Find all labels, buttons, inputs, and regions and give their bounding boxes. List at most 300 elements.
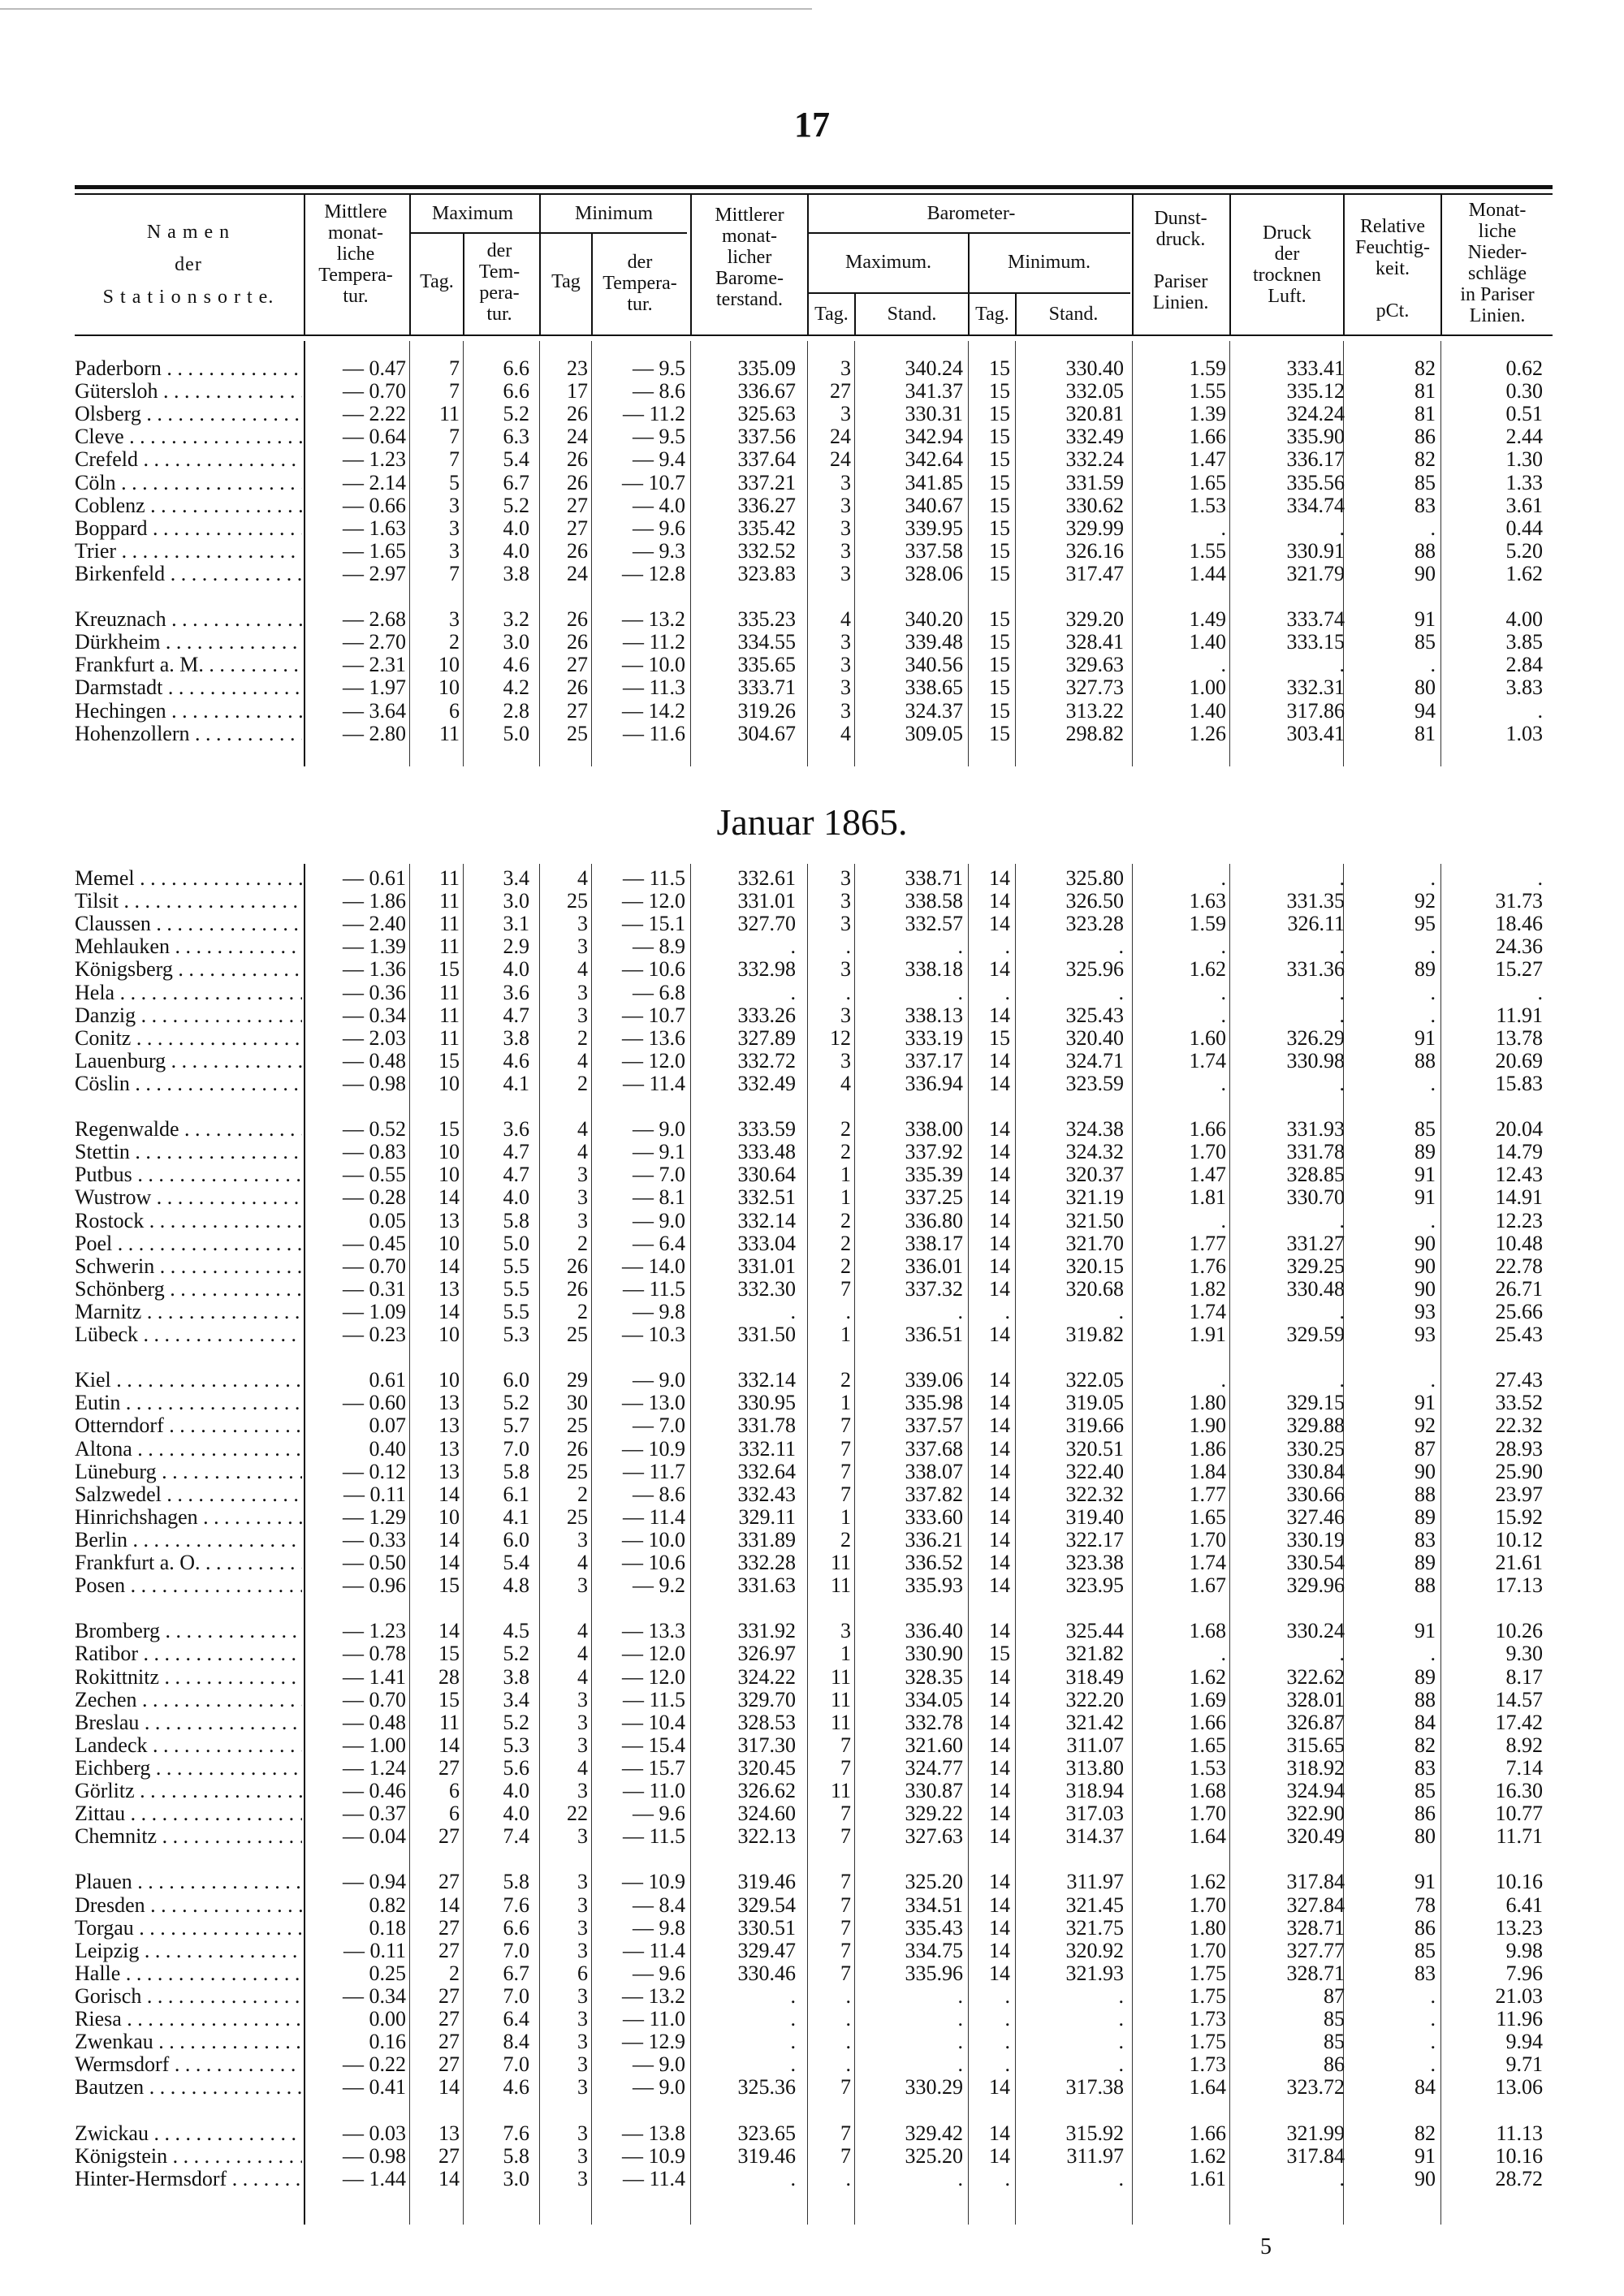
table-cell: — 12.0 <box>622 1664 685 1689</box>
table-cell: . <box>1430 1003 1436 1027</box>
table-cell: 1.77 <box>1189 1482 1226 1506</box>
table-cell: 7 <box>840 1915 851 1940</box>
table-cell: 331.63 <box>737 1573 796 1598</box>
table-cell: 5 <box>449 470 460 494</box>
table-cell: 326.11 <box>1287 912 1345 936</box>
table-cell: 330.62 <box>1065 493 1124 517</box>
table-cell: 15.83 <box>1495 1071 1543 1095</box>
table-cell: 336.94 <box>905 1071 963 1095</box>
station-name-cell: Putbus . . . <box>75 1163 302 1186</box>
table-cell: — 15.7 <box>622 1755 685 1780</box>
table-cell: 24 <box>830 447 851 472</box>
table-cell: 25.90 <box>1495 1459 1543 1483</box>
table-row <box>0 1118 1624 1141</box>
station-name-cell: Hechingen . . . <box>75 700 302 723</box>
table-cell: 11 <box>438 980 460 1004</box>
table-cell: 324.77 <box>905 1755 963 1780</box>
table-cell: 330.40 <box>1065 356 1124 380</box>
table-cell: 13.06 <box>1495 2075 1543 2100</box>
table-cell: 7 <box>840 1961 851 1985</box>
table-cell: 329.54 <box>737 1892 796 1917</box>
station-name-cell: Otterndorf . . . <box>75 1414 302 1437</box>
table-cell: — 9.5 <box>633 356 685 380</box>
table-cell: 24 <box>830 425 851 449</box>
table-cell: 14 <box>438 1619 460 1643</box>
table-cell: 14 <box>438 1527 460 1552</box>
table-cell: 83 <box>1415 1755 1436 1780</box>
table-row <box>0 403 1624 425</box>
table-cell: 2 <box>449 630 460 654</box>
table-cell: 3 <box>840 1619 851 1643</box>
table-cell: 6.41 <box>1505 1892 1543 1917</box>
table-cell: 331.35 <box>1286 889 1345 913</box>
table-cell: 3 <box>840 1003 851 1027</box>
table-cell: 317.38 <box>1065 2075 1124 2100</box>
station-name-cell: Rokittnitz . . . <box>75 1666 302 1689</box>
table-cell: — 0.37 <box>343 1802 406 1826</box>
table-cell: 91 <box>1415 607 1436 632</box>
table-cell: 0.07 <box>369 1413 406 1438</box>
table-cell: — 0.83 <box>343 1140 406 1164</box>
table-cell: 1.53 <box>1189 493 1226 517</box>
table-cell: 1.76 <box>1189 1254 1226 1278</box>
hdr-vrule <box>690 195 692 334</box>
table-cell: 321.19 <box>1065 1185 1124 1210</box>
station-name-cell: Dürkheim . . . <box>75 631 302 654</box>
table-row <box>0 1620 1624 1642</box>
station-name-cell: Torgau . . . <box>75 1917 302 1940</box>
table-row <box>0 676 1624 699</box>
table-row <box>0 1711 1624 1734</box>
table-cell: 14 <box>438 1299 460 1323</box>
table-row <box>0 540 1624 563</box>
table-cell: . <box>957 934 963 959</box>
table-cell: 25 <box>567 889 588 913</box>
hdr-vrule <box>591 234 593 334</box>
table-cell: 1.74 <box>1189 1048 1226 1072</box>
table-cell: 0.30 <box>1505 379 1543 404</box>
table-cell: 89 <box>1415 1664 1436 1689</box>
table-cell: — 15.1 <box>622 912 685 936</box>
table-cell: — 0.70 <box>343 1254 406 1278</box>
table-row <box>0 1734 1624 1757</box>
table-cell: . <box>1430 2007 1436 2031</box>
table-cell: 1.77 <box>1189 1231 1226 1255</box>
table-cell: 5.5 <box>503 1254 529 1278</box>
table-cell: 7 <box>840 1870 851 1894</box>
table-cell: 15 <box>438 1117 460 1142</box>
station-name-cell: Trier . . . <box>75 540 302 563</box>
table-cell: 3 <box>577 1003 588 1027</box>
table-cell: 319.05 <box>1065 1391 1124 1415</box>
table-cell: — 9.8 <box>633 1299 685 1323</box>
table-cell: 15 <box>989 538 1010 563</box>
table-cell: 3.8 <box>503 1664 529 1689</box>
table-cell: 13 <box>438 1459 460 1483</box>
table-cell: 1.66 <box>1189 1710 1226 1734</box>
table-cell: 6.3 <box>503 425 529 449</box>
table-top-rule <box>75 185 1553 189</box>
table-cell: 326.50 <box>1065 889 1124 913</box>
max-min-subrule <box>411 232 687 234</box>
table-cell: 3 <box>577 1185 588 1210</box>
station-name-cell: Wustrow . . . <box>75 1186 302 1209</box>
station-name-cell: Posen . . . <box>75 1574 302 1597</box>
table-cell: . <box>845 2030 851 2054</box>
table-cell: 3 <box>840 866 851 890</box>
table-cell: 23 <box>567 356 588 380</box>
table-cell: 88 <box>1415 1048 1436 1072</box>
table-cell: 26 <box>567 1436 588 1461</box>
table-cell: 14.79 <box>1495 1140 1543 1164</box>
table-cell: 322.20 <box>1065 1687 1124 1711</box>
table-cell: 14 <box>989 866 1010 890</box>
table-cell: 331.36 <box>1286 957 1345 982</box>
table-cell: 26 <box>567 630 588 654</box>
header-precipitation: Monat- liche Nieder- schläge in Pariser Linien. <box>1460 200 1535 326</box>
table-cell: 2 <box>577 1025 588 1050</box>
table-cell: — 0.52 <box>343 1117 406 1142</box>
table-cell: 91 <box>1415 1163 1436 1187</box>
table-cell: 336.67 <box>737 379 796 404</box>
table-cell: . <box>1339 1208 1345 1232</box>
table-cell: 318.49 <box>1065 1664 1124 1689</box>
table-cell: . <box>1430 653 1436 677</box>
station-name-cell: Königstein . . . <box>75 2145 302 2168</box>
table-cell: 334.74 <box>1286 493 1345 517</box>
station-name-cell: Stettin . . . <box>75 1141 302 1163</box>
table-cell: — 0.98 <box>343 1071 406 1095</box>
table-cell: 15 <box>989 653 1010 677</box>
table-cell: 3.6 <box>503 980 529 1004</box>
table-cell: 337.32 <box>905 1276 963 1301</box>
station-name-cell: Frankfurt a. O. . . . <box>75 1552 302 1574</box>
table-cell: 27 <box>830 379 851 404</box>
table-cell: 332.14 <box>737 1368 796 1392</box>
table-cell: 5.6 <box>503 1755 529 1780</box>
table-cell: — 0.03 <box>343 2121 406 2145</box>
table-cell: 336.40 <box>905 1619 963 1643</box>
table-cell: — 7.0 <box>633 1413 685 1438</box>
table-cell: 332.11 <box>738 1436 796 1461</box>
table-cell: — 1.24 <box>343 1755 406 1780</box>
table-cell: 18.46 <box>1495 912 1543 936</box>
table-cell: 3 <box>840 675 851 700</box>
table-cell: 330.70 <box>1286 1185 1345 1210</box>
table-cell: 313.22 <box>1065 698 1124 723</box>
table-cell: . <box>845 1299 851 1323</box>
table-cell: 2 <box>840 1254 851 1278</box>
table-row <box>0 1369 1624 1392</box>
table-cell: 338.65 <box>905 675 963 700</box>
table-cell: — 8.1 <box>633 1185 685 1210</box>
table-cell: 11 <box>438 1003 460 1027</box>
table-cell: — 15.4 <box>622 1733 685 1757</box>
table-cell: 2.44 <box>1505 425 1543 449</box>
table-cell: 6.6 <box>503 1915 529 1940</box>
table-cell: 3 <box>449 607 460 632</box>
table-cell: — 9.0 <box>633 2075 685 2100</box>
table-cell: 15 <box>989 516 1010 540</box>
table-cell: 8.4 <box>503 2030 529 2054</box>
table-cell: 3.0 <box>503 630 529 654</box>
table-cell: — 9.6 <box>633 1802 685 1826</box>
table-cell: 332.24 <box>1065 447 1124 472</box>
table-cell: . <box>1004 2007 1010 2031</box>
table-cell: — 9.3 <box>633 538 685 563</box>
table-cell: — 11.5 <box>622 1824 685 1849</box>
table-cell: 329.99 <box>1065 516 1124 540</box>
table-cell: 328.35 <box>905 1664 963 1689</box>
table-cell: — 0.47 <box>343 356 406 380</box>
table-cell: 4 <box>577 1619 588 1643</box>
table-cell: 0.51 <box>1505 402 1543 426</box>
table-cell: 13 <box>438 1276 460 1301</box>
table-cell: 12.43 <box>1495 1163 1543 1187</box>
table-cell: 92 <box>1415 1413 1436 1438</box>
table-cell: — 1.86 <box>343 889 406 913</box>
table-row <box>0 357 1624 380</box>
table-cell: 5.2 <box>503 402 529 426</box>
table-cell: 7.0 <box>503 1983 529 2008</box>
table-cell: 331.92 <box>737 1619 796 1643</box>
table-cell: 334.05 <box>905 1687 963 1711</box>
table-cell: — 0.78 <box>343 1642 406 1666</box>
table-cell: 336.01 <box>905 1254 963 1278</box>
table-cell: 11.96 <box>1496 2007 1543 2031</box>
header-dry-air-pressure: Druck der trocknen Luft. <box>1253 222 1321 307</box>
table-cell: . <box>1537 866 1543 890</box>
table-cell: 317.03 <box>1065 1802 1124 1826</box>
station-name-cell: Olsberg . . . <box>75 403 302 425</box>
table-cell: 5.8 <box>503 1208 529 1232</box>
table-cell: 332.64 <box>737 1459 796 1483</box>
table-cell: 333.60 <box>905 1504 963 1529</box>
table-cell: 4.6 <box>503 1048 529 1072</box>
table-row <box>0 1894 1624 1917</box>
table-cell: — 0.22 <box>343 2052 406 2077</box>
table-cell: 3 <box>577 2075 588 2100</box>
table-cell: 1.40 <box>1189 698 1226 723</box>
table-cell: 1.70 <box>1189 1527 1226 1552</box>
table-cell: 3 <box>577 912 588 936</box>
table-row <box>0 1050 1624 1072</box>
table-cell: — 6.8 <box>633 980 685 1004</box>
table-cell: 7.6 <box>503 1892 529 1917</box>
table-cell: 14 <box>989 1961 1010 1985</box>
table-cell: 331.93 <box>1286 1117 1345 1142</box>
table-cell: 332.98 <box>737 957 796 982</box>
table-cell: 26 <box>567 607 588 632</box>
table-cell: 330.95 <box>737 1391 796 1415</box>
table-cell: 14 <box>989 1802 1010 1826</box>
station-name-cell: Plauen . . . <box>75 1871 302 1893</box>
station-name-cell: Altona . . . <box>75 1438 302 1461</box>
table-row <box>0 1825 1624 1848</box>
table-cell: 1.55 <box>1189 538 1226 563</box>
table-cell: 10 <box>438 1504 460 1529</box>
table-cell: 5.8 <box>503 1459 529 1483</box>
table-cell: — 1.65 <box>343 538 406 563</box>
table-cell: 1.65 <box>1189 470 1226 494</box>
table-cell: 15 <box>989 561 1010 585</box>
table-cell: 26 <box>567 1254 588 1278</box>
table-cell: 13 <box>438 2121 460 2145</box>
table-row <box>0 935 1624 958</box>
table-cell: 1.39 <box>1189 402 1226 426</box>
table-cell: 7.0 <box>503 2052 529 2077</box>
table-cell: — 13.3 <box>622 1619 685 1643</box>
table-cell: 10.12 <box>1495 1527 1543 1552</box>
header-relative-humidity: Relative Feuchtig- keit. pCt. <box>1355 216 1430 322</box>
table-row <box>0 1095 1624 1118</box>
table-cell: 14 <box>438 1892 460 1917</box>
table-cell: 11 <box>830 1664 851 1689</box>
table-row <box>0 472 1624 494</box>
table-cell: . <box>957 1983 963 2008</box>
table-cell: — 0.98 <box>343 2143 406 2168</box>
table-cell: 27 <box>567 698 588 723</box>
table-cell: 311.07 <box>1066 1733 1124 1757</box>
table-cell: — 10.7 <box>622 1003 685 1027</box>
table-cell: 3 <box>840 698 851 723</box>
table-cell: 81 <box>1415 379 1436 404</box>
table-cell: 14.57 <box>1495 1687 1543 1711</box>
table-cell: 325.43 <box>1065 1003 1124 1027</box>
table-cell: 331.27 <box>1286 1231 1345 1255</box>
table-cell: 25 <box>567 1504 588 1529</box>
table-cell: — 0.11 <box>343 1938 406 1962</box>
table-row <box>0 1278 1624 1301</box>
table-cell: 337.25 <box>905 1185 963 1210</box>
table-cell: 4 <box>577 1140 588 1164</box>
station-name-cell: Memel . . . <box>75 867 302 890</box>
table-cell: 3 <box>577 2007 588 2031</box>
table-cell: 10 <box>438 1231 460 1255</box>
table-cell: 1.86 <box>1189 1436 1226 1461</box>
table-cell: 14 <box>989 1755 1010 1780</box>
table-cell: 27 <box>438 2143 460 2168</box>
table-cell: 84 <box>1415 2075 1436 2100</box>
table-cell: . <box>1004 2030 1010 2054</box>
table-cell: 325.44 <box>1065 1619 1124 1643</box>
table-cell: 338.58 <box>905 889 963 913</box>
table-cell: 327.63 <box>905 1824 963 1849</box>
table-cell: — 10.0 <box>622 653 685 677</box>
table-cell: 91 <box>1415 2143 1436 2168</box>
table-cell: 3 <box>840 356 851 380</box>
table-cell: 332.30 <box>737 1276 796 1301</box>
table-cell: 325.20 <box>905 2143 963 2168</box>
table-cell: 83 <box>1415 1527 1436 1552</box>
table-cell: 27 <box>438 1824 460 1849</box>
table-cell: 4.0 <box>503 516 529 540</box>
table-cell: 328.71 <box>1286 1961 1345 1985</box>
table-cell: 14 <box>989 1733 1010 1757</box>
table-cell: . <box>1339 1071 1345 1095</box>
table-cell: 319.82 <box>1065 1323 1124 1346</box>
table-cell: 88 <box>1415 538 1436 563</box>
table-cell: 15 <box>989 698 1010 723</box>
table-cell: 334.51 <box>905 1892 963 1917</box>
table-cell: — 0.48 <box>343 1710 406 1734</box>
table-cell: 330.29 <box>905 2075 963 2100</box>
table-cell: 26 <box>567 675 588 700</box>
table-cell: — 11.4 <box>622 1938 685 1962</box>
table-cell: 1.65 <box>1189 1504 1226 1529</box>
table-cell: 13.78 <box>1495 1025 1543 1050</box>
table-cell: 1.73 <box>1189 2007 1226 2031</box>
table-cell: 339.95 <box>905 516 963 540</box>
table-cell: 321.75 <box>1065 1915 1124 1940</box>
table-cell: 1.80 <box>1189 1391 1226 1415</box>
station-name-cell: Conitz . . . <box>75 1027 302 1050</box>
table-cell: 321.50 <box>1065 1208 1124 1232</box>
table-cell: 333.71 <box>737 675 796 700</box>
table-cell: — 11.0 <box>622 1779 685 1802</box>
table-cell: 0.18 <box>369 1915 406 1940</box>
hdr-vrule <box>968 234 970 334</box>
table-cell: 336.51 <box>905 1323 963 1346</box>
table-cell: 326.16 <box>1065 538 1124 563</box>
table-cell: — 1.41 <box>343 1664 406 1689</box>
table-cell: . <box>1430 1642 1436 1666</box>
table-cell: 332.57 <box>905 912 963 936</box>
table-cell: 331.89 <box>737 1527 796 1552</box>
table-cell: 4.6 <box>503 653 529 677</box>
table-cell: 1.47 <box>1189 447 1226 472</box>
table-row <box>0 1848 1624 1871</box>
table-cell: — 9.0 <box>633 1208 685 1232</box>
table-row <box>0 1392 1624 1414</box>
table-row <box>0 1597 1624 1620</box>
table-cell: 336.27 <box>737 493 796 517</box>
table-cell: 335.09 <box>737 356 796 380</box>
table-cell: 14 <box>989 1619 1010 1643</box>
table-cell: . <box>1004 2052 1010 2077</box>
station-name-cell: Darmstadt . . . <box>75 676 302 699</box>
table-cell: 4.0 <box>503 1779 529 1802</box>
header-min-day: Tag <box>551 271 581 292</box>
table-cell: 0.25 <box>369 1961 406 1985</box>
table-cell: 333.15 <box>1286 630 1345 654</box>
table-cell: 14 <box>989 1048 1010 1072</box>
table-cell: 320.51 <box>1065 1436 1124 1461</box>
station-name-cell: Leipzig . . . <box>75 1940 302 1962</box>
table-cell: 2 <box>840 1208 851 1232</box>
table-cell: 7 <box>840 1892 851 1917</box>
table-cell: 331.01 <box>737 1254 796 1278</box>
table-cell: — 8.4 <box>633 1892 685 1917</box>
table-cell: 6 <box>449 1802 460 1826</box>
table-cell: 6.0 <box>503 1368 529 1392</box>
table-cell: 2 <box>577 1482 588 1506</box>
table-cell: . <box>1339 1642 1345 1666</box>
table-cell: 0.61 <box>369 1368 406 1392</box>
station-name-cell: Lüneburg . . . <box>75 1461 302 1483</box>
table-cell: — 0.31 <box>343 1276 406 1301</box>
table-cell: 7 <box>840 1755 851 1780</box>
table-cell: 93 <box>1415 1323 1436 1346</box>
table-cell: — 0.94 <box>343 1870 406 1894</box>
table-cell: 339.48 <box>905 630 963 654</box>
table-cell: 81 <box>1415 402 1436 426</box>
table-cell: 328.85 <box>1286 1163 1345 1187</box>
table-cell: 86 <box>1415 425 1436 449</box>
station-name-cell: Kreuznach . . . <box>75 608 302 631</box>
table-cell: 83 <box>1415 493 1436 517</box>
table-cell: 25 <box>567 1459 588 1483</box>
